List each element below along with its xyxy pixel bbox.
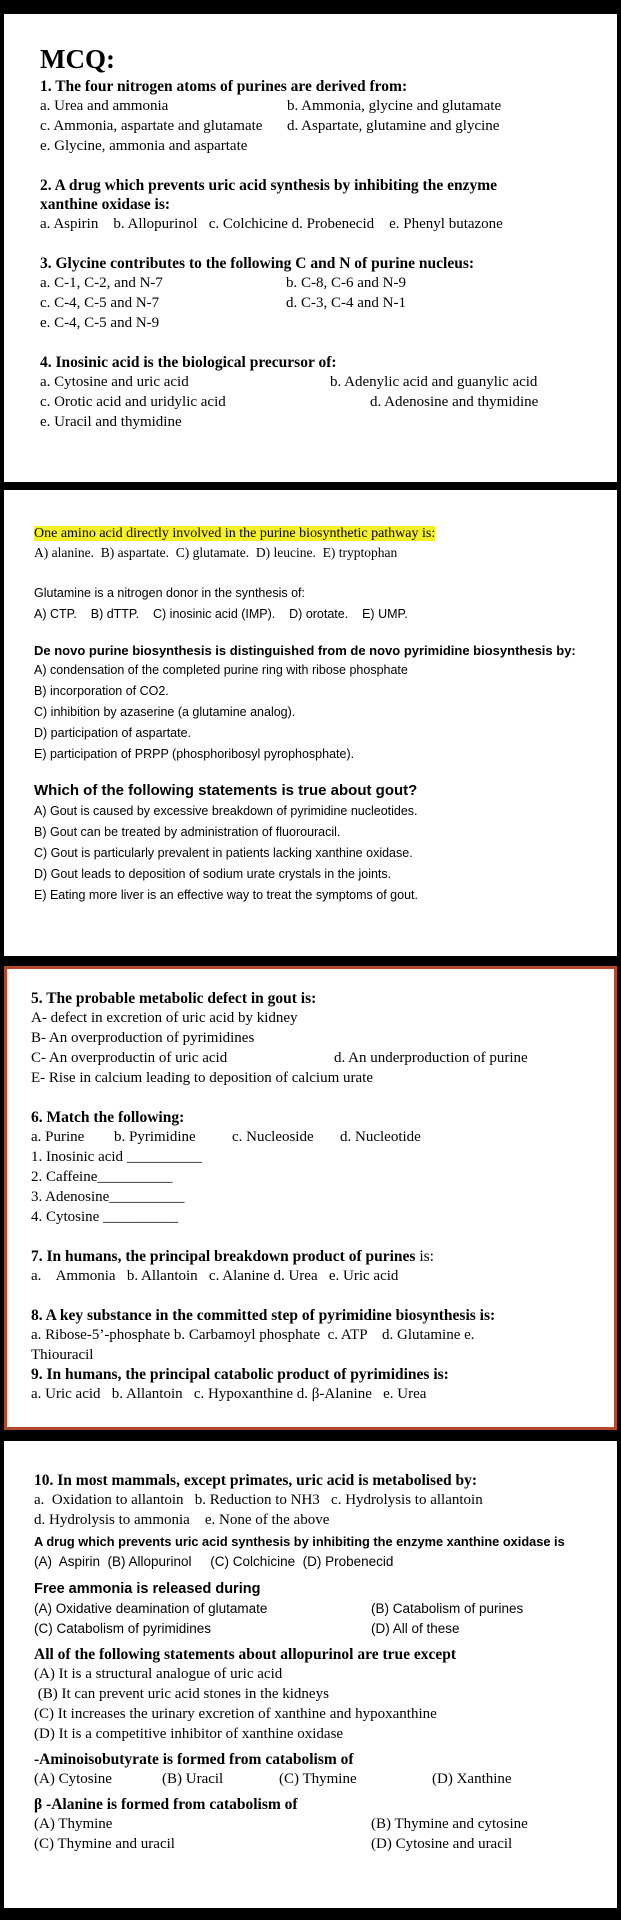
question-10: 10. In most mammals, except primates, uric acid is metabolised by:	[34, 1472, 477, 1489]
option: (A) Thymine	[34, 1816, 113, 1832]
option: E) participation of PRPP (phosphoribosyl pyrophosphate).	[34, 747, 355, 761]
answer-blank: __________	[103, 1209, 179, 1225]
option: (B) Thymine and cytosine	[371, 1816, 528, 1832]
option: e. C-4, C-5 and N-9	[40, 315, 160, 331]
option: a. Purine	[31, 1129, 85, 1145]
match-item: 2. Caffeine	[31, 1169, 98, 1185]
match-item: 3. Adenosine	[31, 1189, 110, 1205]
mcq-panel-2	[4, 490, 617, 956]
question-6: 6. Match the following:	[31, 1109, 185, 1126]
option: E) Eating more liver is an effective way to treat the symptoms of gout.	[34, 888, 418, 902]
question-aminoisobutyrate: -Aminoisobutyrate is formed from catabolism of	[34, 1751, 354, 1768]
option: (A) Cytosine	[34, 1771, 112, 1787]
option-row: A) CTP. B) dTTP. C) inosinic acid (IMP). D) orotate. E) UMP.	[34, 607, 408, 621]
question-5: 5. The probable metabolic defect in gout is:	[31, 990, 317, 1007]
option-row: A) alanine. B) aspartate. C) glutamate. D) leucine. E) tryptophan	[34, 545, 398, 560]
option: c. Nucleoside	[232, 1129, 314, 1145]
option: d. Adenosine and thymidine	[370, 394, 539, 410]
answer-blank: __________	[97, 1169, 173, 1185]
option: (C) It increases the urinary excretion of xanthine and hypoxanthine	[34, 1706, 437, 1722]
question-7-tail: is:	[415, 1248, 434, 1265]
option: (C) Thymine and uracil	[34, 1836, 175, 1852]
option: E- Rise in calcium leading to deposition of calcium urate	[31, 1070, 373, 1086]
option-row	[40, 96, 587, 116]
option: (C) Thymine	[279, 1771, 357, 1787]
option: a. Cytosine and uric acid	[40, 374, 189, 390]
option: B- An overproduction of pyrimidines	[31, 1030, 255, 1046]
question-2-cont: xanthine oxidase is:	[40, 196, 171, 213]
option: d. An underproduction of purine	[334, 1050, 528, 1066]
match-item: 4. Cytosine	[31, 1209, 100, 1225]
option: (A) Oxidative deamination of glutamate	[34, 1601, 268, 1616]
option: D) participation of aspartate.	[34, 726, 192, 740]
option: C- An overproductin of uric acid	[31, 1050, 228, 1066]
option-row	[34, 1834, 595, 1854]
answer-blank: __________	[126, 1149, 202, 1165]
option: (D) Xanthine	[432, 1771, 512, 1787]
question-9: 9. In humans, the principal catabolic product of pyrimidines is:	[31, 1366, 449, 1383]
option: B) Gout can be treated by administration of fluorouracil.	[34, 825, 341, 839]
option: d. Nucleotide	[340, 1129, 421, 1145]
mcq-panel-4	[4, 1441, 617, 1908]
option-row: a. Ribose-5’-phosphate b. Carbamoyl phosphate c. ATP d. Glutamine e.	[31, 1327, 475, 1343]
option: A) Gout is caused by excessive breakdown of pyrimidine nucleotides.	[34, 804, 418, 818]
question-4: 4. Inosinic acid is the biological precursor of:	[40, 354, 337, 371]
option: (C) Catabolism of pyrimidines	[34, 1621, 212, 1636]
question-2: 2. A drug which prevents uric acid synthesis by inhibiting the enzyme	[40, 177, 498, 194]
option-row	[34, 1599, 595, 1619]
question-free-ammonia: Free ammonia is released during	[34, 1581, 261, 1597]
option-row	[31, 1127, 590, 1147]
option: (A) It is a structural analogue of uric acid	[34, 1666, 283, 1682]
option: A) condensation of the completed purine ring with ribose phosphate	[34, 663, 408, 677]
option: D) Gout leads to deposition of sodium urate crystals in the joints.	[34, 867, 392, 881]
option-row	[40, 293, 587, 313]
option-row: a. Oxidation to allantoin b. Reduction to NH3 c. Hydrolysis to allantoin	[34, 1492, 483, 1508]
question-beta-alanine: β -Alanine is formed from catabolism of	[34, 1796, 298, 1813]
option-row	[40, 116, 587, 136]
option-row	[40, 372, 587, 392]
answer-blank: __________	[109, 1189, 185, 1205]
option: C) inhibition by azaserine (a glutamine analog).	[34, 705, 296, 719]
option-row	[40, 392, 587, 412]
option-row	[34, 1619, 595, 1639]
option: A- defect in excretion of uric acid by kidney	[31, 1010, 298, 1026]
option: c. Orotic acid and uridylic acid	[40, 394, 226, 410]
question-3: 3. Glycine contributes to the following C and N of purine nucleus:	[40, 255, 475, 272]
option: d. Aspartate, glutamine and glycine	[287, 118, 500, 134]
option: a. C-1, C-2, and N-7	[40, 275, 163, 291]
question-gout: Which of the following statements is true about gout?	[34, 782, 418, 799]
mcq-panel-3	[4, 966, 617, 1430]
question-de-novo: De novo purine biosynthesis is distinguished from de novo pyrimidine biosynthesis by:	[34, 643, 576, 658]
option: (B) Uracil	[162, 1771, 224, 1787]
option: e. Uracil and thymidine	[40, 414, 182, 430]
option: b. C-8, C-6 and N-9	[286, 275, 406, 291]
option: d. C-3, C-4 and N-1	[286, 295, 406, 311]
option-row	[34, 1814, 595, 1834]
option: (D) All of these	[371, 1621, 460, 1636]
option: (D) It is a competitive inhibitor of xanthine oxidase	[34, 1726, 344, 1742]
option: e. Glycine, ammonia and aspartate	[40, 138, 248, 154]
option-row: (A) Aspirin (B) Allopurinol (C) Colchicine (D) Probenecid	[34, 1554, 394, 1569]
question-allopurinol: All of the following statements about allopurinol are true except	[34, 1646, 457, 1663]
option: b. Adenylic acid and guanylic acid	[330, 374, 538, 390]
option-row: a. Aspirin b. Allopurinol c. Colchicine d. Probenecid e. Phenyl butazone	[40, 216, 503, 232]
page-title: MCQ:	[40, 44, 115, 74]
question-xanthine-oxidase: A drug which prevents uric acid synthesis by inhibiting the enzyme xanthine oxidase is	[34, 1534, 565, 1549]
option: C) Gout is particularly prevalent in patients lacking xanthine oxidase.	[34, 846, 413, 860]
match-item: 1. Inosinic acid	[31, 1149, 124, 1165]
option-row-cont: Thiouracil	[31, 1347, 94, 1363]
highlighted-question: One amino acid directly involved in the purine biosynthetic pathway is:	[34, 526, 436, 541]
mcq-panel-1	[4, 14, 617, 482]
option: a. Urea and ammonia	[40, 98, 169, 114]
option: (B) Catabolism of purines	[371, 1601, 524, 1616]
option: c. Ammonia, aspartate and glutamate	[40, 118, 263, 134]
question-7: 7. In humans, the principal breakdown product of purines	[31, 1248, 416, 1265]
option: b. Ammonia, glycine and glutamate	[287, 98, 502, 114]
option-row: d. Hydrolysis to ammonia e. None of the above	[34, 1512, 330, 1528]
option: (B) It can prevent uric acid stones in the kidneys	[34, 1686, 329, 1702]
option-row: a. Uric acid b. Allantoin c. Hypoxanthine d. β-Alanine e. Urea	[31, 1386, 427, 1402]
question-1: 1. The four nitrogen atoms of purines are derived from:	[40, 78, 408, 95]
option: c. C-4, C-5 and N-7	[40, 295, 160, 311]
option: b. Pyrimidine	[114, 1129, 196, 1145]
question-8: 8. A key substance in the committed step of pyrimidine biosynthesis is:	[31, 1307, 496, 1324]
option-row	[31, 1048, 590, 1068]
question-glutamine: Glutamine is a nitrogen donor in the synthesis of:	[34, 586, 305, 600]
option: B) incorporation of CO2.	[34, 684, 169, 698]
option-row	[34, 1769, 595, 1789]
option: (D) Cytosine and uracil	[371, 1836, 513, 1852]
option-row: a. Ammonia b. Allantoin c. Alanine d. Urea e. Uric acid	[31, 1268, 399, 1284]
option-row	[40, 273, 587, 293]
